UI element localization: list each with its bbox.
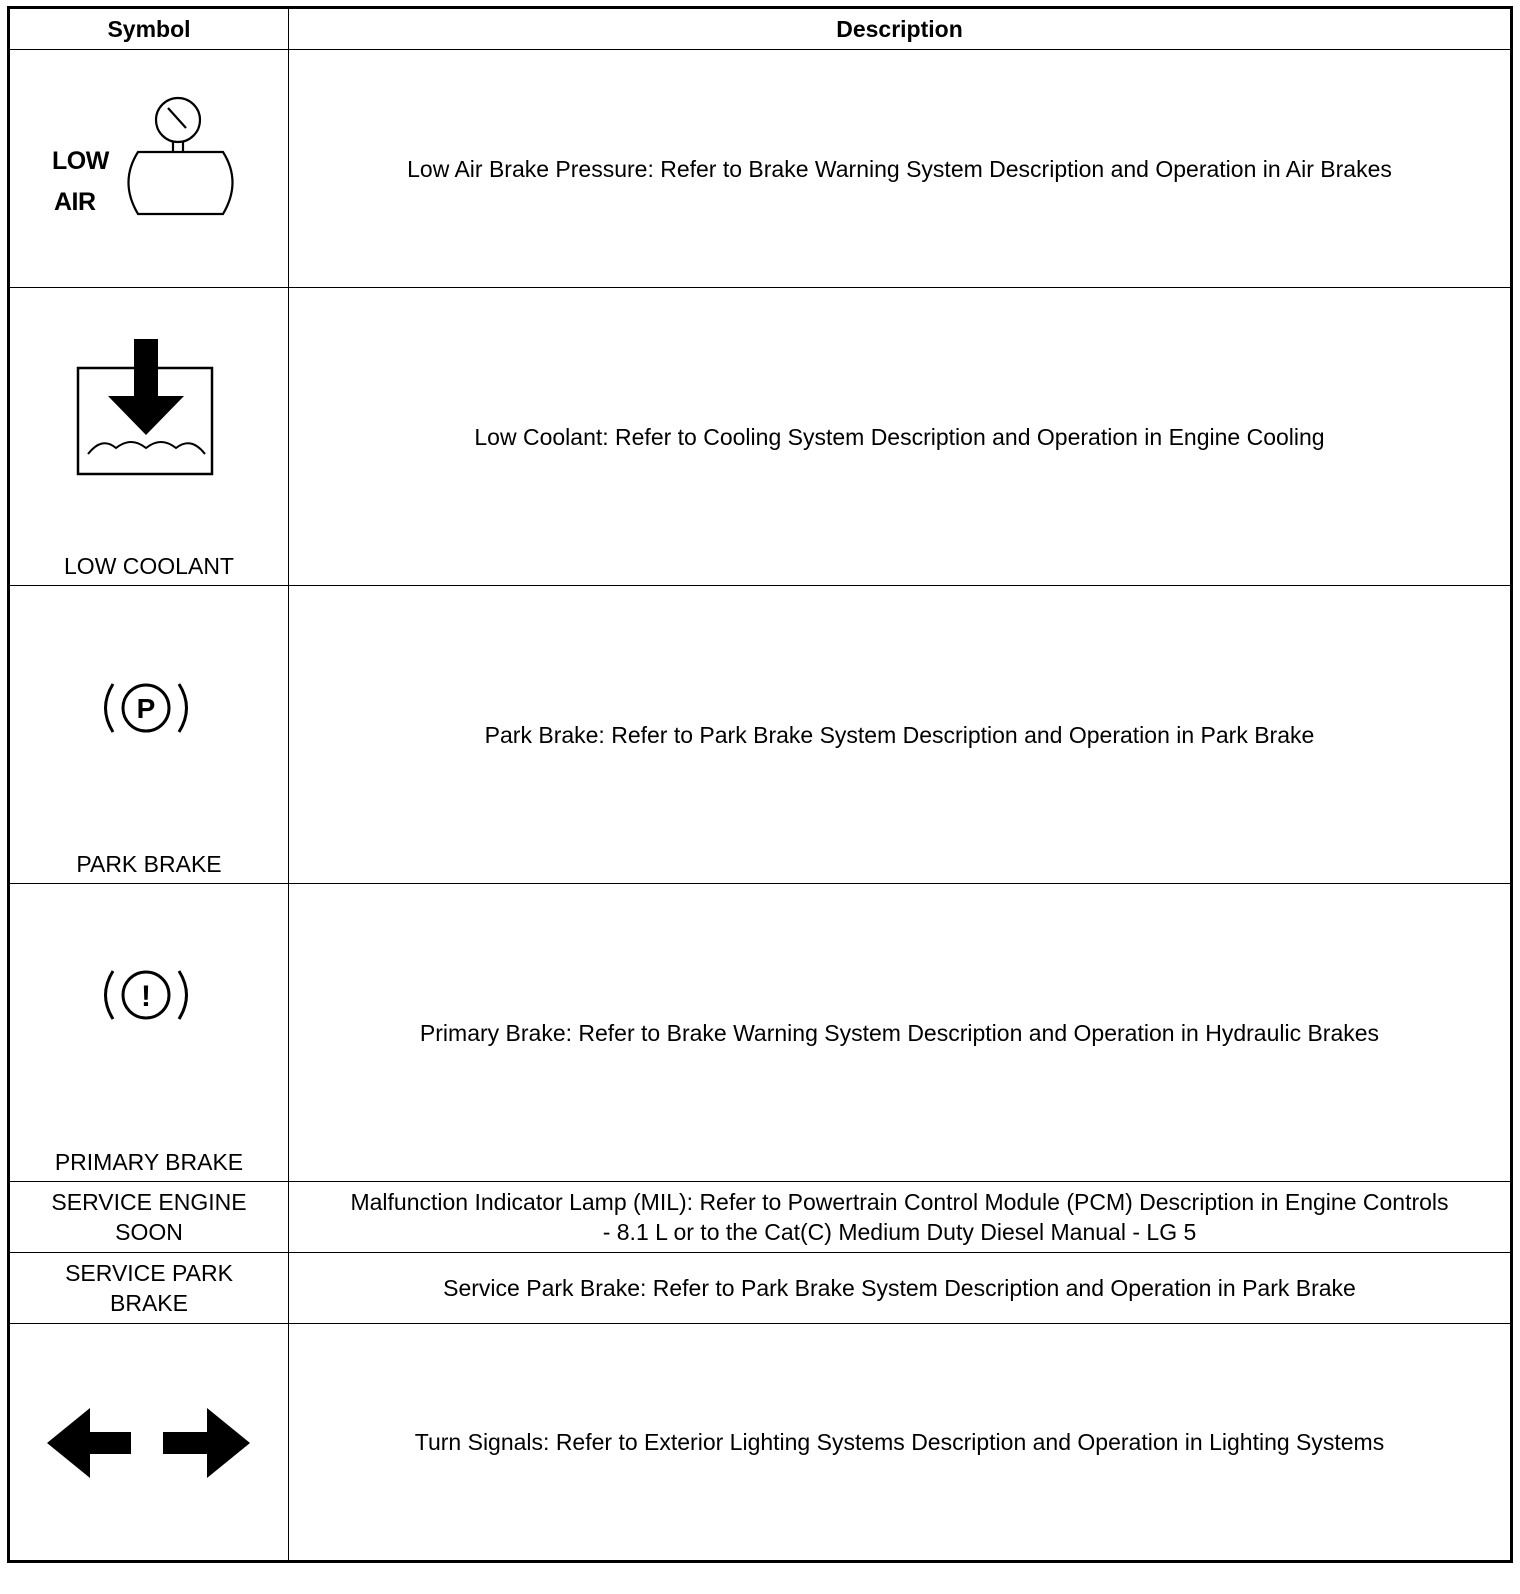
symbol-cell-service-engine-soon bbox=[9, 1182, 289, 1253]
symbol-cell-turn-signals bbox=[9, 1324, 289, 1562]
description-cell: Low Air Brake Pressure: Refer to Brake Warning System Description and Operation in Air Brakes bbox=[289, 50, 1512, 288]
table-row bbox=[9, 586, 1512, 884]
park-brake-icon bbox=[10, 586, 290, 884]
primary-brake-label: PRIMARY BRAKE bbox=[54, 1149, 244, 1175]
symbol-cell-low-air bbox=[9, 50, 289, 288]
table-row bbox=[9, 1182, 1512, 1253]
header-description: Description bbox=[289, 8, 1512, 50]
table-row bbox=[9, 884, 1512, 1182]
low-air-pressure-tank-icon bbox=[10, 50, 290, 288]
table-row bbox=[9, 288, 1512, 586]
table-row bbox=[9, 1253, 1512, 1324]
description-cell: Service Park Brake: Refer to Park Brake System Description and Operation in Park Brake bbox=[289, 1253, 1512, 1324]
park-brake-label: PARK BRAKE bbox=[76, 851, 222, 877]
service-park-label-line1: SERVICE PARK bbox=[65, 1260, 233, 1286]
primary-brake-glyph: ! bbox=[141, 980, 151, 1013]
low-coolant-icon bbox=[10, 288, 290, 586]
description-cell: Primary Brake: Refer to Brake Warning System Description and Operation in Hydraulic Brakes bbox=[289, 884, 1512, 1182]
description-cell: Park Brake: Refer to Park Brake System Description and Operation in Park Brake bbox=[289, 586, 1512, 884]
service-engine-label-line1: SERVICE ENGINE bbox=[51, 1189, 247, 1215]
header-row bbox=[9, 8, 1512, 50]
description-line2: - 8.1 L or to the Cat(C) Medium Duty Diesel Manual - LG 5 bbox=[602, 1219, 1197, 1245]
service-park-label-line2: BRAKE bbox=[110, 1290, 188, 1316]
table-row bbox=[9, 1324, 1512, 1562]
symbol-cell-park-brake bbox=[9, 586, 289, 884]
left-arrow-icon bbox=[47, 1408, 131, 1478]
park-brake-glyph: P bbox=[136, 693, 156, 724]
table-row bbox=[9, 50, 1512, 288]
header-symbol: Symbol bbox=[9, 8, 289, 50]
symbol-cell-primary-brake bbox=[9, 884, 289, 1182]
turn-signal-arrows-icon bbox=[10, 1324, 290, 1562]
primary-brake-warning-icon bbox=[10, 884, 290, 1182]
description-cell: Low Coolant: Refer to Cooling System Description and Operation in Engine Cooling bbox=[289, 288, 1512, 586]
description-line1: Malfunction Indicator Lamp (MIL): Refer to Powertrain Control Module (PCM) Description in Engine Controls bbox=[350, 1189, 1449, 1215]
warning-symbols-table bbox=[7, 6, 1513, 1563]
description-cell: Turn Signals: Refer to Exterior Lighting Systems Description and Operation in Lighting Systems bbox=[289, 1324, 1512, 1562]
low-air-label-line1: LOW bbox=[52, 147, 109, 175]
symbol-cell-service-park-brake bbox=[9, 1253, 289, 1324]
service-engine-label-line2: SOON bbox=[115, 1219, 183, 1245]
low-coolant-label: LOW COOLANT bbox=[64, 553, 234, 579]
right-arrow-icon bbox=[163, 1408, 250, 1478]
description-cell bbox=[289, 1182, 1512, 1253]
low-air-label-line2: AIR bbox=[54, 188, 96, 216]
symbol-cell-low-coolant bbox=[9, 288, 289, 586]
